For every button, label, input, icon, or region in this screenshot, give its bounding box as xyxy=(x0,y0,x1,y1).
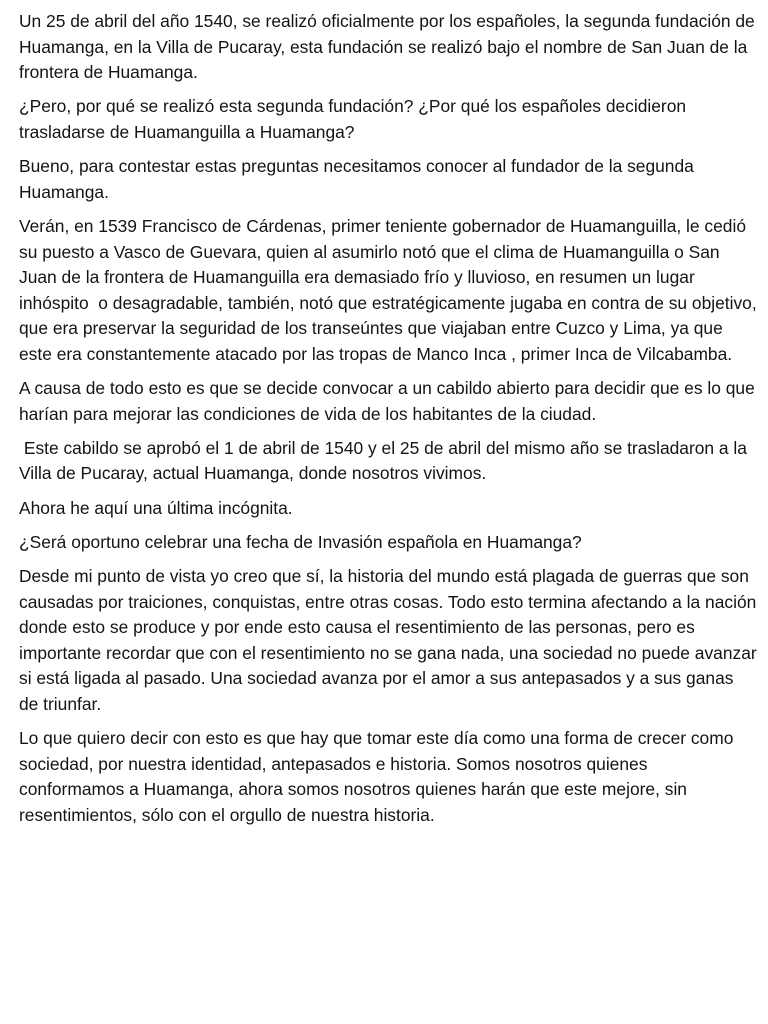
paragraph-4: Verán, en 1539 Francisco de Cárdenas, primer teniente gobernador de Huamanguilla, le cedió su puesto a Vasco de Guevara, quien al asumirlo notó que el clima de Huamanguilla o San Juan de la frontera de Huamanguilla era demasiado frío y lluvioso, en resumen un lugar inhóspito o desagradable, también, notó que estratégicamente jugaba en contra de su objetivo, que era preservar la seguridad de los transeúntes que viajaban entre Cuzco y Lima, ya que este era constantemente atacado por las tropas de Manco Inca , primer Inca de Vilcabamba. xyxy=(19,215,762,364)
paragraph-2: ¿Pero, por qué se realizó esta segunda fundación? ¿Por qué los españoles decidieron trasladarse de Huamanguilla a Huamanga? xyxy=(19,96,691,142)
paragraph-8: ¿Será oportuno celebrar una fecha de Invasión española en Huamanga? xyxy=(19,531,582,552)
paragraph-6: Este cabildo se aprobó el 1 de abril de 1540 y el 25 de abril del mismo año se trasladaron a la Villa de Pucaray, actual Huamanga, donde nosotros vivimos. xyxy=(19,437,752,484)
paragraph-10: Lo que quiero decir con esto es que hay que tomar este día como una forma de crecer como sociedad, por nuestra identidad, antepasados e historia. Somos nosotros quienes conformamos a Huamanga, ahora somos nosotros quienes harán que este mejore, sin resentimientos, sólo con el orgullo de nuestra historia. xyxy=(19,728,739,825)
paragraph-9: Desde mi punto de vista yo creo que sí, la historia del mundo está plagada de guerras que son causadas por traiciones, conquistas, entre otras cosas. Todo esto termina afectando a la nación donde esto se produce y por ende esto causa el resentimiento de las personas, pero es importante recordar que con el resentimiento no se gana nada, una sociedad no puede avanzar si está ligada al pasado. Una sociedad avanza por el amor a sus antepasados y a sus ganas de triunfar. xyxy=(19,566,762,714)
document-body xyxy=(19,9,762,837)
paragraph-3: Bueno, para contestar estas preguntas necesitamos conocer al fundador de la segunda Huamanga. xyxy=(19,156,699,202)
paragraph-5: A causa de todo esto es que se decide convocar a un cabildo abierto para decidir que es lo que harían para mejorar las condiciones de vida de los habitantes de la ciudad. xyxy=(19,378,760,424)
paragraph-7: Ahora he aquí una última incógnita. xyxy=(19,497,293,518)
paragraph-1: Un 25 de abril del año 1540, se realizó oficialmente por los españoles, la segunda fundación de Huamanga, en la Villa de Pucaray, esta fundación se realizó bajo el nombre de San Juan de la frontera de Huamanga. xyxy=(19,11,760,83)
